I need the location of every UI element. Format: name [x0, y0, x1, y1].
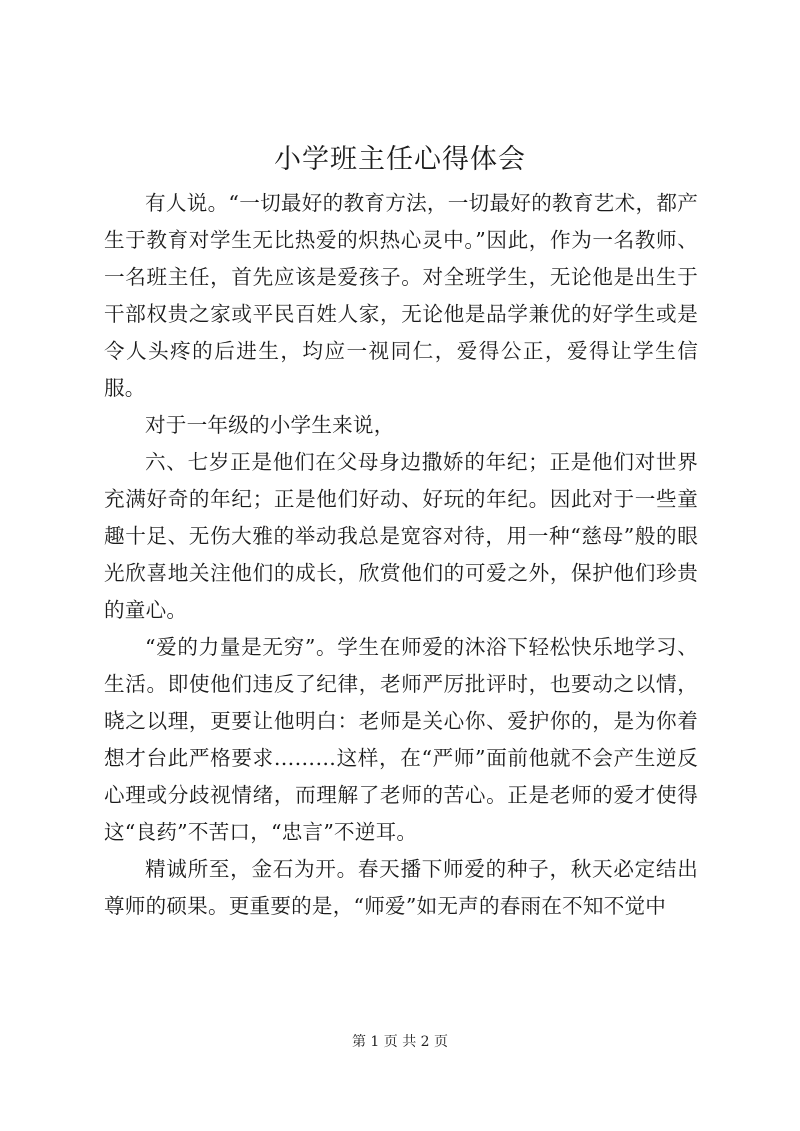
paragraph-3: 六、七岁正是他们在父母身边撒娇的年纪；正是他们对世界充满好奇的年纪；正是他们好动、好玩的年纪。因此对于一些童趣十足、无伤大雅的举动我总是宽容对待，用一种“慈母”般的眼光欣喜地关注他们的成长，欣赏他们的可爱之外，保护他们珍贵的童心。 [104, 450, 698, 622]
paragraph-4: “爱的力量是无穷”。学生在师爱的沐浴下轻松快乐地学习、生活。即使他们违反了纪律，老师严厉批评时，也要动之以情，晓之以理，更要让他明白：老师是关心你、爱护你的，是为你着想才台此严格要求………这样，在“严师”面前他就不会产生逆反心理或分歧视情绪，而理解了老师的苦心。正是老师的爱才使得这“良药”不苦口，“忠言”不逆耳。 [104, 635, 698, 844]
paragraph-2: 对于一年级的小学生来说， [145, 413, 395, 437]
page-title: 小学班主任心得体会 [274, 144, 526, 175]
document-body [104, 185, 698, 925]
paragraph-5: 精诚所至，金石为开。春天播下师爱的种子，秋天必定结出尊师的硕果。更重要的是，“师爱”如无声的春雨在不知不觉中 [104, 857, 698, 918]
page-footer: 第 1 页 共 2 页 [351, 1034, 449, 1050]
paragraph-1: 有人说。“一切最好的教育方法，一切最好的教育艺术，都产生于教育对学生无比热爱的炽热心灵中。”因此，作为一名教师、一名班主任，首先应该是爱孩子。对全班学生，无论他是出生于干部权贵之家或平民百姓人家，无论他是品学兼优的好学生或是令人头疼的后进生，均应一视同仁，爱得公正，爱得让学生信服。 [104, 191, 698, 400]
